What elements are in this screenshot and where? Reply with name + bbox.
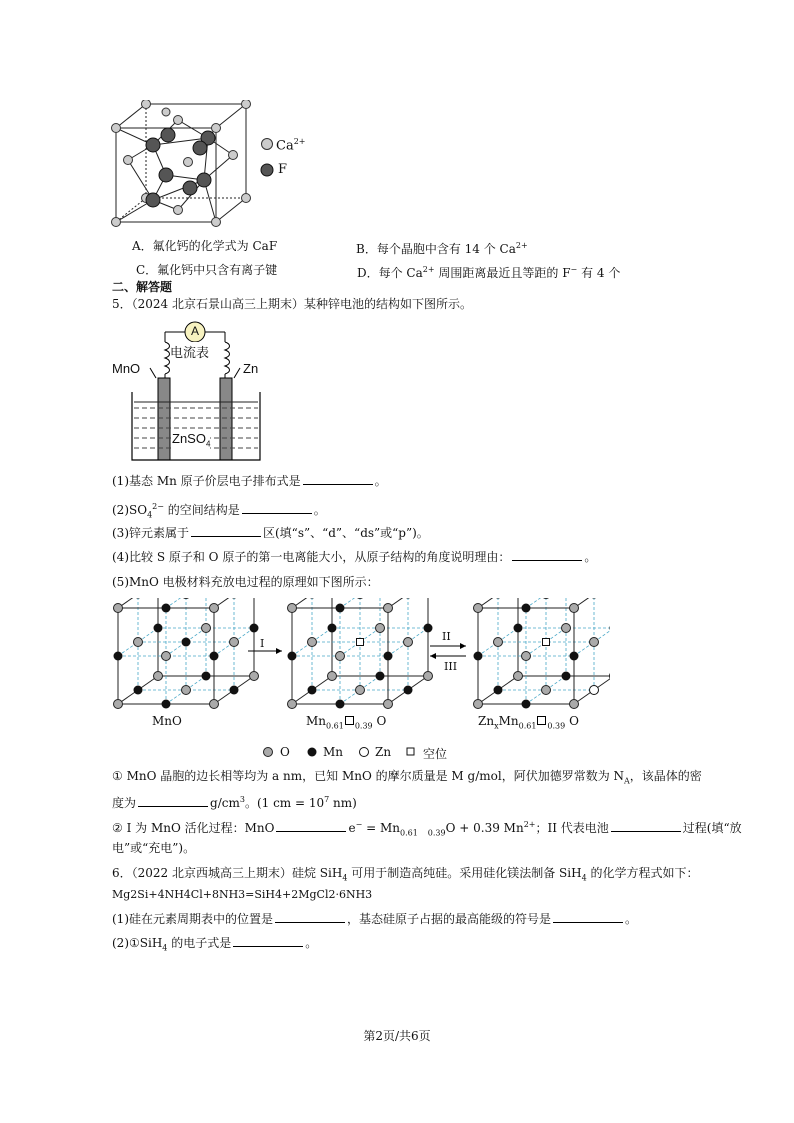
mn-atom xyxy=(590,598,599,599)
oxygen-atom xyxy=(570,604,579,613)
mn-atom xyxy=(162,604,171,613)
mn-atom xyxy=(230,686,239,695)
f-legend-icon xyxy=(260,163,274,177)
oxygen-atom xyxy=(424,672,433,681)
oxygen-atom xyxy=(308,638,317,647)
ca-legend-label: $Ca^{2+}$ xyxy=(276,137,306,154)
oxygen-legend-label: O xyxy=(280,745,290,759)
arrow-i-head xyxy=(276,648,282,654)
process-iii-label: III xyxy=(444,660,458,673)
zn-legend-icon xyxy=(358,746,370,758)
mn-atom xyxy=(384,652,393,661)
oxygen-atom xyxy=(250,672,259,681)
mn-atom xyxy=(494,686,503,695)
mn-atom xyxy=(424,624,433,633)
ca-legend-icon xyxy=(260,137,274,151)
oxygen-atom xyxy=(182,598,191,599)
mn-atom xyxy=(336,700,345,709)
answer-blank[interactable] xyxy=(303,473,373,485)
answer-blank[interactable] xyxy=(242,502,312,514)
mn-atom xyxy=(522,604,531,613)
oxygen-atom xyxy=(562,624,571,633)
mn-atom xyxy=(230,598,239,599)
mn-atom xyxy=(250,624,259,633)
q5-part4: (4)比较 S 原子和 O 原子的第一电离能大小，从原子结构的角度说明理由： 。 xyxy=(112,550,597,564)
oxygen-atom xyxy=(542,686,551,695)
ammeter-symbol: A xyxy=(191,324,200,338)
zn-atom xyxy=(590,686,599,695)
answer-blank[interactable] xyxy=(275,911,345,923)
mn-atom xyxy=(114,652,123,661)
oxygen-atom xyxy=(404,638,413,647)
page-footer: 第2页/共6页 xyxy=(363,1029,431,1043)
oxygen-atom xyxy=(494,638,503,647)
answer-blank[interactable] xyxy=(138,795,208,807)
q5-c1: ① MnO 晶胞的边长相等均为 a nm，已知 MnO 的摩尔质量是 M g/mol，阿伏加德罗常数为 $N_A$，该晶体的密 xyxy=(112,769,702,786)
vacancy-legend-icon xyxy=(406,747,416,757)
oxygen-atom xyxy=(288,604,297,613)
mn-atom xyxy=(514,624,523,633)
answer-blank[interactable] xyxy=(611,820,681,832)
oxygen-atom xyxy=(288,700,297,709)
q5-c1b: 度为 $g/cm^3$。(1 cm = $10^7$ nm) xyxy=(112,795,357,810)
q6-part1: (1)硅在元素周期表中的位置是 ，基态硅原子占据的最高能级的符号是 。 xyxy=(112,912,638,926)
mn-atom xyxy=(288,652,297,661)
vacancy-legend-label: 空位 xyxy=(423,747,448,761)
zn-electrode-label: Zn xyxy=(243,361,259,376)
mn-atom xyxy=(336,604,345,613)
oxygen-atom xyxy=(474,700,483,709)
mn-atom xyxy=(570,652,579,661)
q6-stem: 6．（2022 北京西城高三上期末）硅烷 SiH$_4$ 可用于制造高纯硅。采用硅化镁法制备 SiH$_4$ 的化学方程式如下： xyxy=(112,866,699,883)
cube2-caption: $Mn_{0.61}$ $_{0.39}$ O xyxy=(306,714,387,731)
q5-c2: ② I 为 MnO 活化过程：MnO $e^- = Mn_{0.61}$ $_{0.39}$O + 0.39 $Mn^{2+}$；II 代表电池 过程(填“放 xyxy=(112,820,742,838)
mn-atom xyxy=(134,598,143,599)
vacancy-site xyxy=(357,639,364,646)
oxygen-atom xyxy=(328,672,337,681)
q5-stem: 5．（2024 北京石景山高三上期末）某种锌电池的结构如下图所示。 xyxy=(112,297,472,311)
q5-part3: (3)锌元素属于 区(填“s”、“d”、“ds”或“p”)。 xyxy=(112,526,429,540)
oxygen-atom xyxy=(570,700,579,709)
mn-atom xyxy=(522,700,531,709)
process-ii-label: II xyxy=(442,630,451,643)
q5-part2: $(2)SO_4^{2-}$ 的空间结构是 。 xyxy=(112,502,326,520)
mn-atom xyxy=(162,700,171,709)
oxygen-atom xyxy=(154,672,163,681)
q5-c2b: 电”或“充电”)。 xyxy=(112,841,196,855)
mn-legend-label: Mn xyxy=(323,745,344,759)
oxygen-atom xyxy=(162,652,171,661)
oxygen-atom xyxy=(114,604,123,613)
mno-electrode-label: MnO xyxy=(112,361,141,376)
mn-atom xyxy=(494,598,503,599)
lattice-line xyxy=(574,598,610,608)
mn-atom xyxy=(328,624,337,633)
mn-legend-icon xyxy=(306,746,318,758)
oxygen-atom xyxy=(384,604,393,613)
answer-blank[interactable] xyxy=(553,911,623,923)
mn-atom xyxy=(154,624,163,633)
oxygen-atom xyxy=(542,598,551,599)
cube1-caption: MnO xyxy=(152,714,182,728)
oxygen-atom xyxy=(114,700,123,709)
mn-atom xyxy=(562,672,571,681)
mn-atom xyxy=(134,686,143,695)
option-d: D．每个 $Ca^{2+}$ 周围距离最近且等距的 F− 有 4 个 xyxy=(357,265,621,280)
oxygen-atom xyxy=(514,672,523,681)
q6-part2: (2)①SiH$_4$ 的电子式是 。 xyxy=(112,936,318,953)
oxygen-atom xyxy=(202,624,211,633)
oxygen-atom xyxy=(376,624,385,633)
answer-blank[interactable] xyxy=(276,820,346,832)
ammeter-label: 电流表 xyxy=(170,342,209,361)
mn-atom xyxy=(308,598,317,599)
mn-atom xyxy=(404,686,413,695)
caf2-unit-cell-diagram xyxy=(108,100,258,230)
oxygen-atom xyxy=(356,686,365,695)
mn-atom xyxy=(210,652,219,661)
oxygen-atom xyxy=(474,604,483,613)
oxygen-atom xyxy=(522,652,531,661)
answer-blank[interactable] xyxy=(233,935,303,947)
mn-atom xyxy=(474,652,483,661)
f-legend-label: F xyxy=(278,162,288,177)
oxygen-legend-icon xyxy=(262,746,274,758)
process-i-label: I xyxy=(260,637,265,650)
vacancy-site xyxy=(543,639,550,646)
option-c: C．氟化钙中只含有离子键 xyxy=(136,263,278,277)
mn-atom xyxy=(376,672,385,681)
mn-atom xyxy=(182,638,191,647)
mn-atom xyxy=(610,624,611,633)
oxygen-atom xyxy=(356,598,365,599)
q6-equation: Mg2Si+4NH4Cl+8NH3=SiH4+2MgCl2·6NH3 xyxy=(112,888,373,901)
answer-blank[interactable] xyxy=(191,525,261,537)
section-title: 二、解答题 xyxy=(112,280,173,294)
oxygen-atom xyxy=(384,700,393,709)
q5-part5: (5)MnO 电极材料充放电过程的原理如下图所示： xyxy=(112,575,379,589)
arrow-ii-head xyxy=(460,643,466,649)
mn-atom xyxy=(308,686,317,695)
option-a: A．氟化钙的化学式为 CaF xyxy=(132,239,278,253)
zn-legend-label: Zn xyxy=(375,745,392,759)
oxygen-atom xyxy=(590,638,599,647)
oxygen-atom xyxy=(210,604,219,613)
mn-atom xyxy=(202,672,211,681)
oxygen-atom xyxy=(134,638,143,647)
mno-charge-discharge-diagram xyxy=(110,598,610,718)
option-b: B．每个晶胞中含有 14 个 $Ca^{2+}$ xyxy=(356,241,528,256)
cube3-caption: $Zn_xMn_{0.61}$ $_{0.39}$ O xyxy=(478,714,579,731)
answer-blank[interactable] xyxy=(512,549,582,561)
electrolyte-label: ZnSO$_4$ xyxy=(172,431,211,449)
oxygen-atom xyxy=(336,652,345,661)
oxygen-atom xyxy=(210,700,219,709)
q5-part1: (1)基态 Mn 原子价层电子排布式是 。 xyxy=(112,474,387,488)
oxygen-atom xyxy=(230,638,239,647)
oxygen-atom xyxy=(182,686,191,695)
arrow-iii-head xyxy=(430,653,436,659)
mn-atom xyxy=(404,598,413,599)
